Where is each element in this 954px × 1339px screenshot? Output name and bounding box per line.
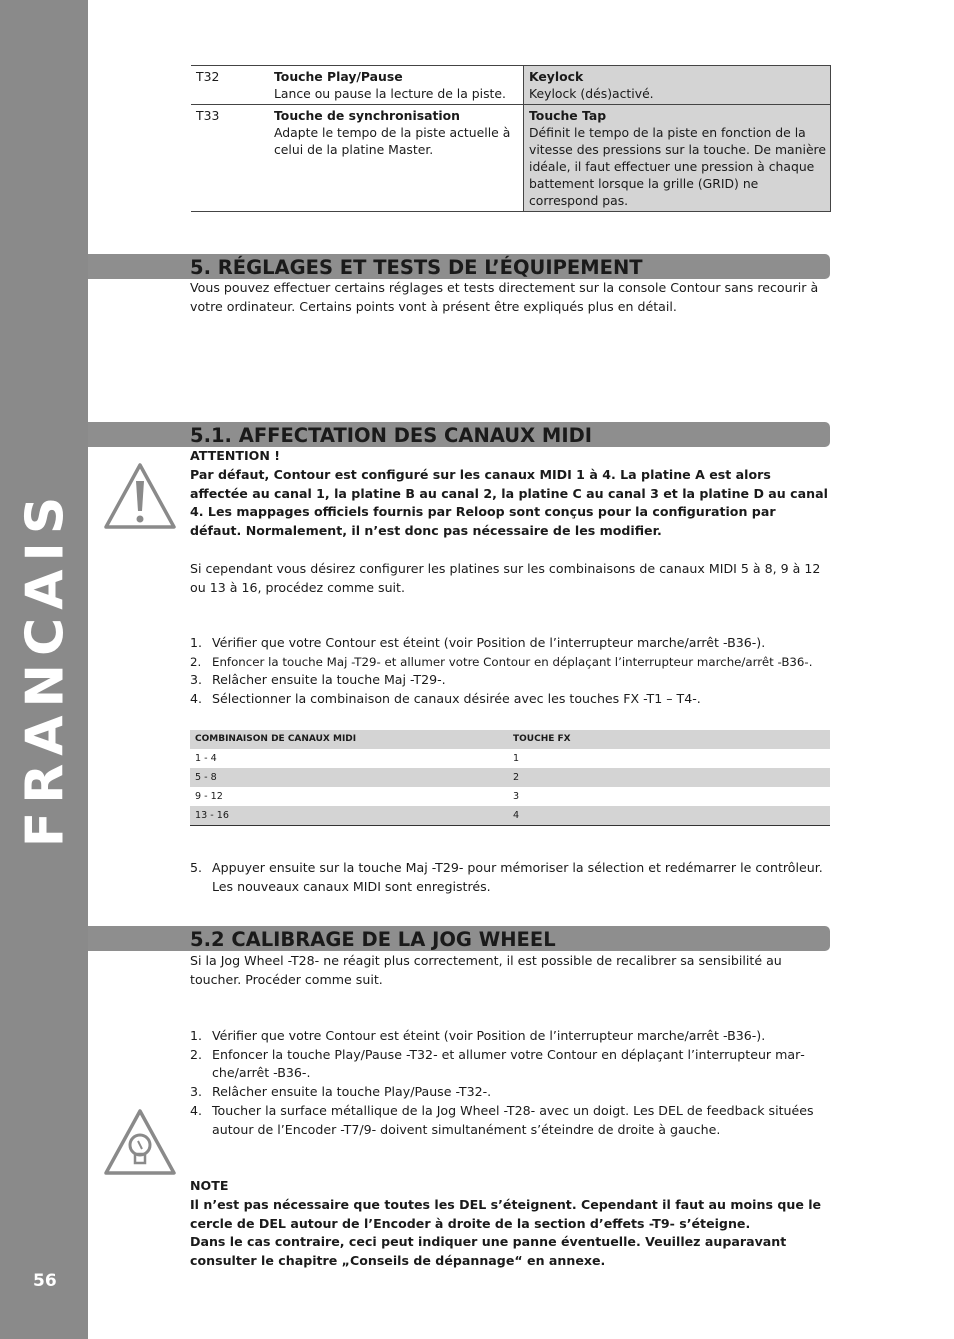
note-text: Il n’est pas nécessaire que toutes les DEL s’éteignent. Cependant il faut au moins que le cercle de DEL autour de l’Encoder à droite de la section d’effets -T9- s’éteigne.: [190, 1197, 822, 1231]
midi-steps-list: [190, 634, 830, 709]
key-title: Touche de synchronisation: [274, 108, 460, 123]
column-header: TOUCHE FX: [508, 730, 830, 749]
key-shift-description: Définit le tempo de la piste en fonction de la vitesse des pressions sur la touche. De manière idéale, il faut effectuer une pression à chaque battement lorsque la grille (GRID) ne correspond pas.: [529, 125, 827, 208]
page-number: 56: [33, 1271, 57, 1291]
section-52-intro: Si la Jog Wheel -T28- ne réagit plus correctement, il est possible de recalibrer sa sensibilité au toucher. Procéder comme suit.: [190, 953, 782, 987]
list-item: 2. Enfoncer la touche Play/Pause -T32- et allumer votre Contour en déplaçant l’interrupteur marche/arrêt -B36-.: [190, 1046, 805, 1081]
note-label: NOTE: [190, 1178, 229, 1193]
attention-text: Par défaut, Contour est configuré sur les canaux MIDI 1 à 4. La platine A est alors affectée au canal 1, la platine B au canal 2, la platine C au canal 3 et la platine D au canal 4. Les mappages officiels fournis par Reloop sont conçus pour la configuration par défaut. Normalement, il n’est donc pas nécessaire de les modifier.: [190, 467, 828, 539]
table-row: 1 - 4 1: [195, 753, 520, 764]
language-label: FRANCAIS: [15, 488, 76, 848]
key-function: [269, 66, 524, 105]
key-shift-function: [524, 66, 831, 105]
jog-steps-list: [190, 1027, 830, 1139]
table-row: 5 - 8 2: [190, 768, 830, 787]
table-row: [191, 105, 831, 212]
key-id: T32: [196, 69, 220, 84]
list-item: 1. Vérifier que votre Contour est éteint (voir Position de l’interrupteur marche/arrêt -B36-).: [190, 635, 766, 650]
midi-channel-table: [190, 730, 830, 826]
key-shift-function: [524, 105, 831, 212]
table-row: 9 - 12 3: [195, 791, 520, 802]
key-id: T33: [191, 105, 269, 212]
list-item: 3. Relâcher ensuite la touche Maj -T29-.: [190, 672, 446, 688]
list-item: 4. Sélectionner la combinaison de canaux désirée avec les touches FX -T1 – T4-.: [190, 691, 701, 707]
key-function-table: [191, 65, 831, 212]
midi-final-step: [190, 859, 830, 896]
attention-label: ATTENTION !: [190, 448, 281, 463]
tip-lightbulb-icon: [102, 1107, 178, 1177]
list-item: 5. Appuyer ensuite sur la touche Maj -T29- pour mémoriser la sélection et redémarrer le contrôleur. Les nouveaux canaux MIDI sont enregistrés.: [190, 860, 823, 894]
key-description: Lance ou pause la lecture de la piste.: [274, 86, 506, 101]
list-item: 3. Relâcher ensuite la touche Play/Pause -T32-.: [190, 1084, 492, 1100]
section-5-intro: Vous pouvez effectuer certains réglages et tests directement sur la console Contour sans recourir à votre ordinateur. Certains points vont à présent être expliqués plus en détail.: [190, 280, 819, 314]
column-header: COMBINAISON DE CANAUX MIDI: [190, 730, 508, 749]
key-description: Adapte le tempo de la piste actuelle à celui de la platine Master.: [274, 125, 511, 157]
key-shift-description: Keylock (dés)activé.: [529, 86, 654, 101]
warning-icon: [102, 461, 178, 531]
section-52-heading: 5.2 CALIBRAGE DE LA JOG WHEEL: [190, 928, 556, 951]
language-sidebar: [0, 0, 88, 1339]
key-shift-title: Keylock: [529, 69, 584, 84]
table-row: [191, 66, 831, 105]
section-51-heading: 5.1. AFFECTATION DES CANAUX MIDI: [190, 424, 593, 447]
key-function: [269, 105, 524, 212]
list-item: 1. Vérifier que votre Contour est éteint (voir Position de l’interrupteur marche/arrêt -B36-).: [190, 1028, 766, 1043]
key-title: Touche Play/Pause: [274, 69, 403, 84]
note-text: Dans le cas contraire, ceci peut indiquer une panne éventuelle. Veuillez auparavant consulter le chapitre „Conseils de dépannage“ en annexe.: [190, 1234, 787, 1268]
section-5-heading: 5. RÉGLAGES ET TESTS DE L’ÉQUIPEMENT: [190, 256, 643, 279]
list-item: 2. Enfoncer la touche Maj -T29- et allumer votre Contour en déplaçant l’interrupteur marche/arrêt -B36-.: [190, 654, 813, 669]
key-shift-title: Touche Tap: [529, 108, 607, 123]
table-row: 13 - 16 4: [190, 806, 830, 826]
section-51-paragraph: Si cependant vous désirez configurer les platines sur les combinaisons de canaux MIDI 5 à 8, 9 à 12 ou 13 à 16, procédez comme suit.: [190, 561, 821, 595]
list-item: 4. Toucher la surface métallique de la Jog Wheel -T28- avec un doigt. Les DEL de feedback situées autour de l’Encoder -T7/9- doivent simultanément s’éteindre de droite à gauche.: [190, 1102, 814, 1137]
table-header-row: [190, 730, 830, 749]
